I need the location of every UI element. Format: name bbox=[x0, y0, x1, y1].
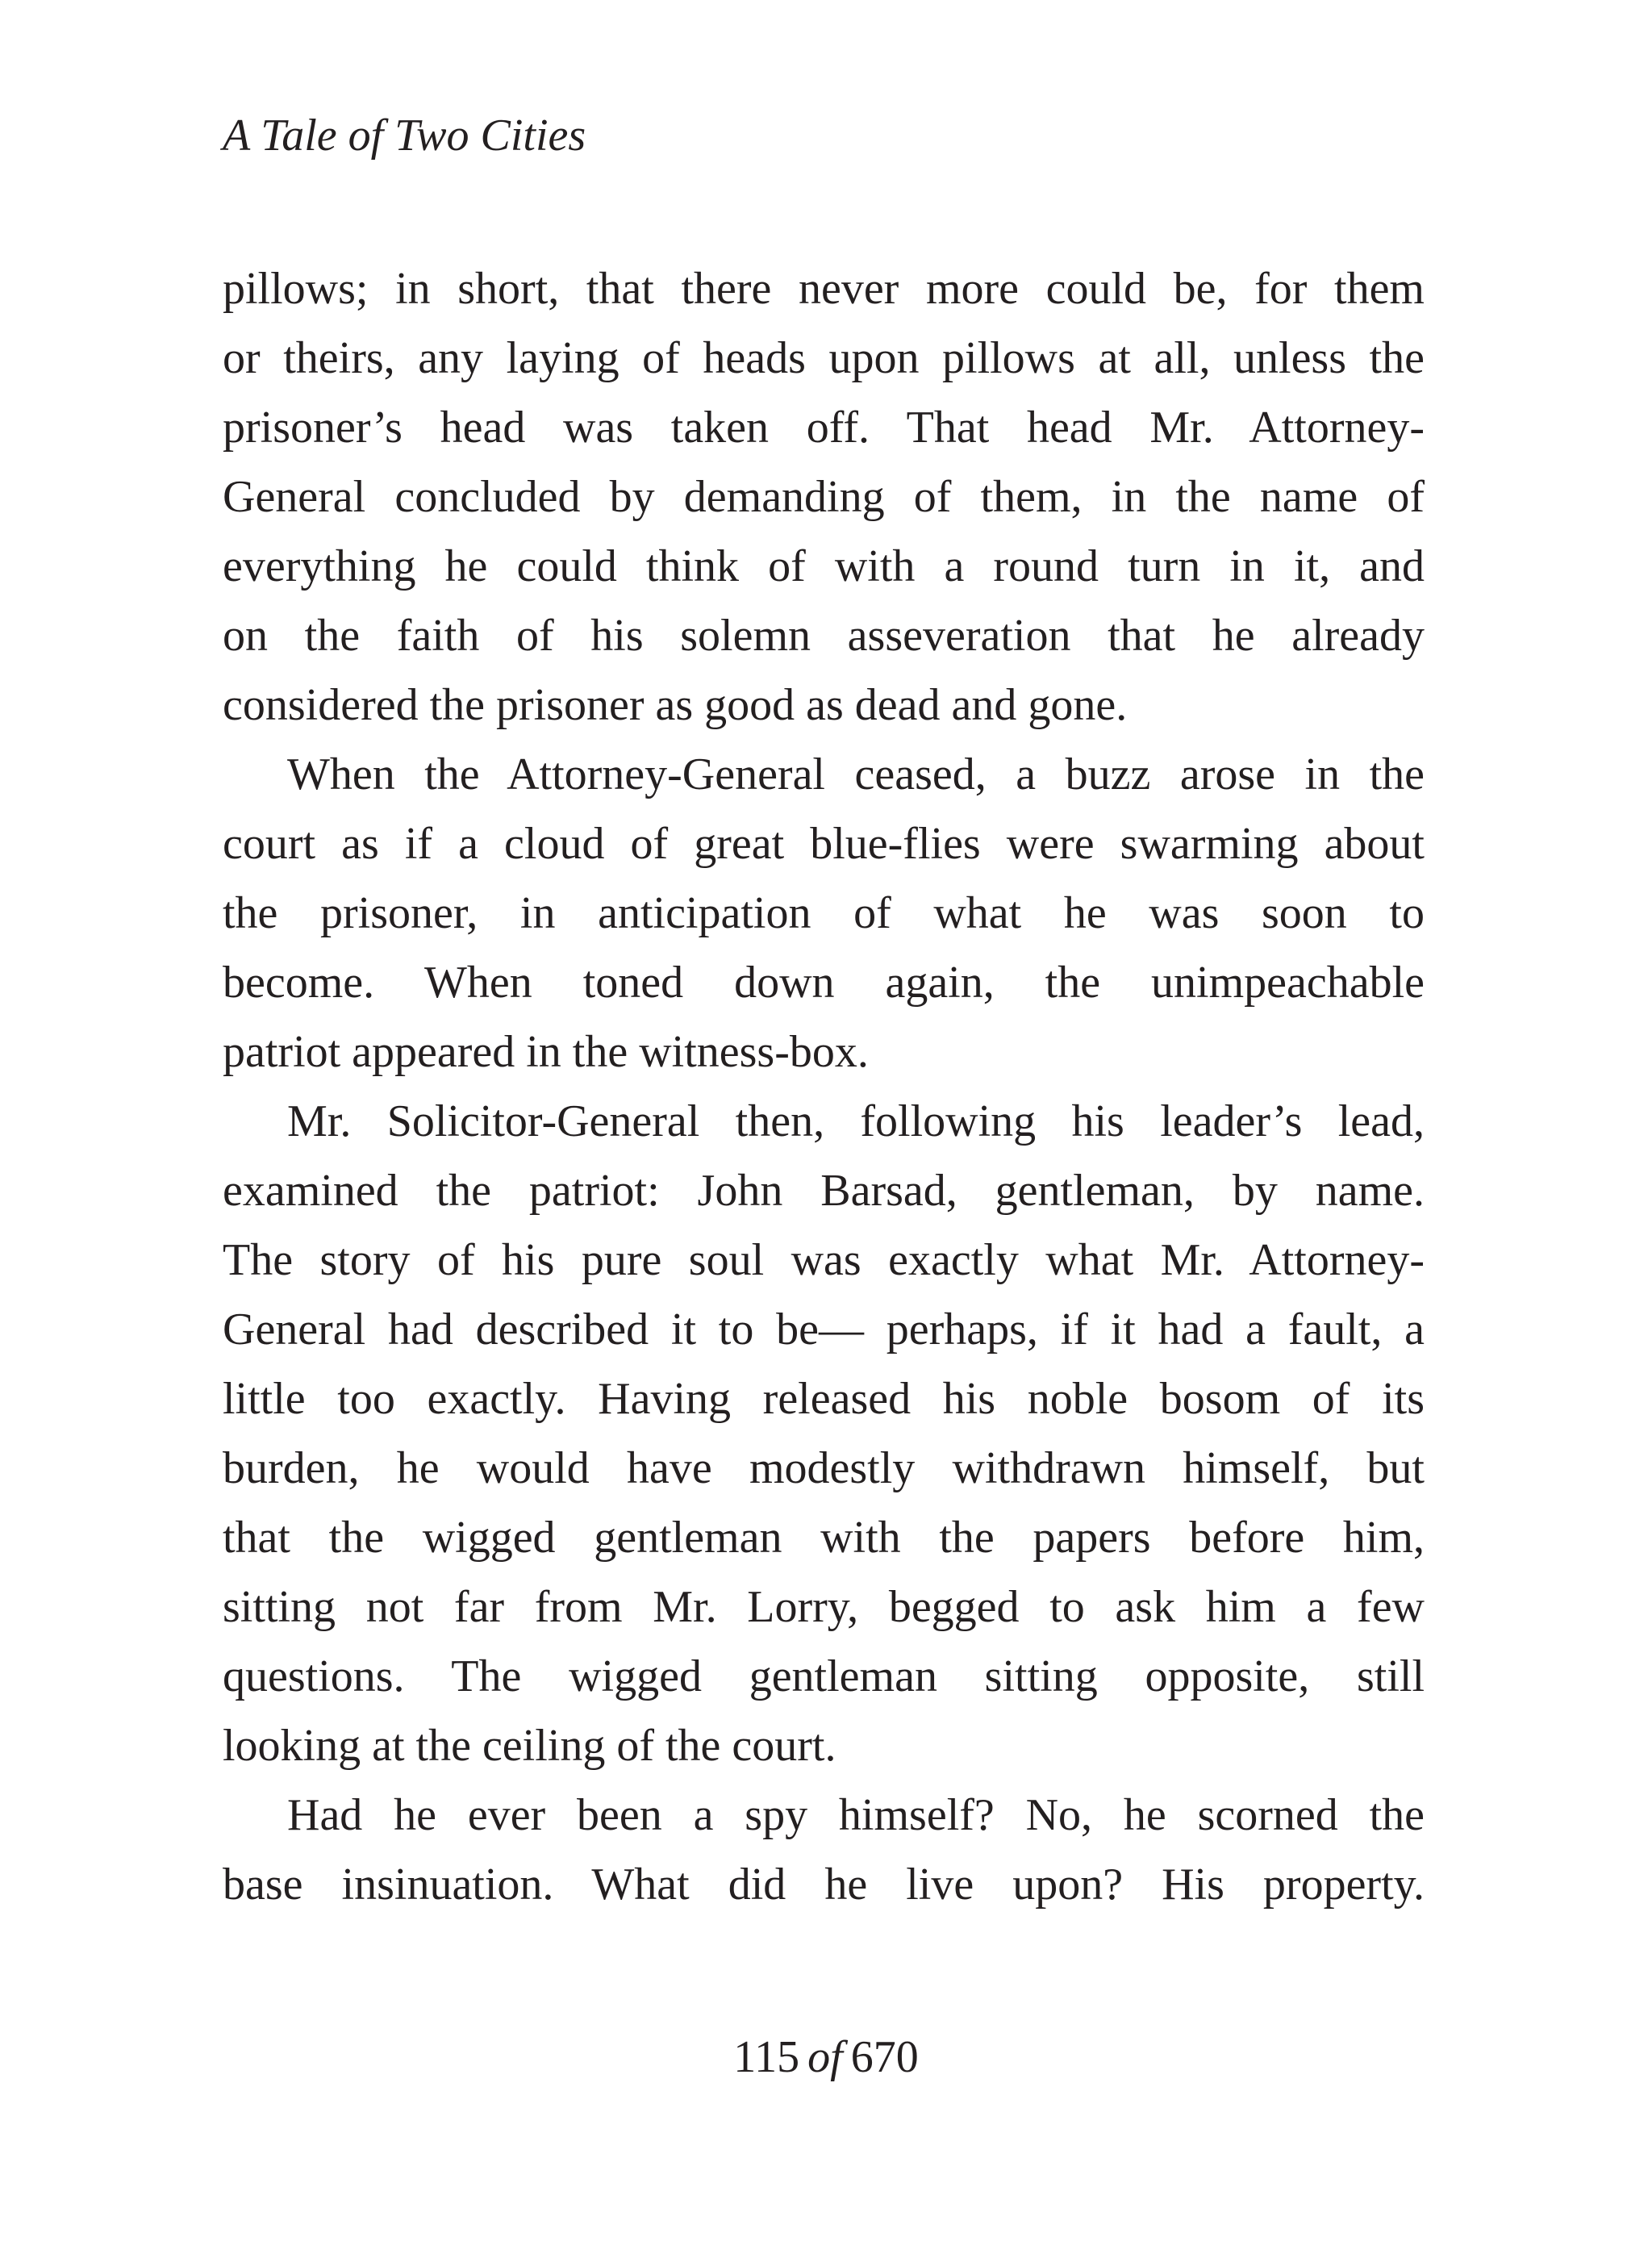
text-line: When the Attorney-General ceased, a buzz arose in the bbox=[287, 749, 1425, 799]
body-text bbox=[223, 254, 1425, 1919]
page-number bbox=[0, 2025, 1652, 2089]
text-line: General had described it to be— perhaps, if it had a fault, a bbox=[223, 1304, 1425, 1354]
text-line: considered the prisoner as good as dead and gone. bbox=[223, 680, 1128, 730]
text-line: The story of his pure soul was exactly what Mr. Attorney- bbox=[223, 1235, 1425, 1285]
text-line: or theirs, any laying of heads upon pillows at all, unless the bbox=[223, 333, 1425, 383]
text-line: court as if a cloud of great blue-flies were swarming about bbox=[223, 819, 1425, 869]
text-line: Mr. Solicitor-General then, following his leader’s lead, bbox=[287, 1096, 1425, 1146]
page-of: of bbox=[807, 2032, 843, 2082]
text-line: little too exactly. Having released his noble bosom of its bbox=[223, 1374, 1425, 1424]
page-current: 115 bbox=[733, 2032, 800, 2082]
text-line: General concluded by demanding of them, in the name of bbox=[223, 472, 1425, 522]
text-line: burden, he would have modestly withdrawn himself, but bbox=[223, 1443, 1425, 1493]
text-line: the prisoner, in anticipation of what he was soon to bbox=[223, 888, 1425, 938]
text-line: patriot appeared in the witness-box. bbox=[223, 1027, 869, 1077]
text-line: become. When toned down again, the unimpeachable bbox=[223, 958, 1425, 1008]
text-line: pillows; in short, that there never more could be, for them bbox=[223, 264, 1425, 314]
page-total: 670 bbox=[850, 2032, 919, 2082]
text-line: that the wigged gentleman with the papers before him, bbox=[223, 1513, 1425, 1563]
text-line: looking at the ceiling of the court. bbox=[223, 1721, 836, 1771]
text-line: questions. The wigged gentleman sitting opposite, still bbox=[223, 1651, 1425, 1701]
text-line: on the faith of his solemn asseveration that he already bbox=[223, 611, 1425, 661]
text-line: prisoner’s head was taken off. That head Mr. Attorney- bbox=[223, 403, 1425, 453]
text-line: base insinuation. What did he live upon? His property. bbox=[223, 1860, 1425, 1910]
running-head: A Tale of Two Cities bbox=[223, 111, 586, 161]
text-line: sitting not far from Mr. Lorry, begged to ask him a few bbox=[223, 1582, 1425, 1632]
text-line: Had he ever been a spy himself? No, he scorned the bbox=[287, 1790, 1425, 1840]
text-line: examined the patriot: John Barsad, gentleman, by name. bbox=[223, 1166, 1425, 1216]
text-line: everything he could think of with a round turn in it, and bbox=[223, 541, 1425, 591]
